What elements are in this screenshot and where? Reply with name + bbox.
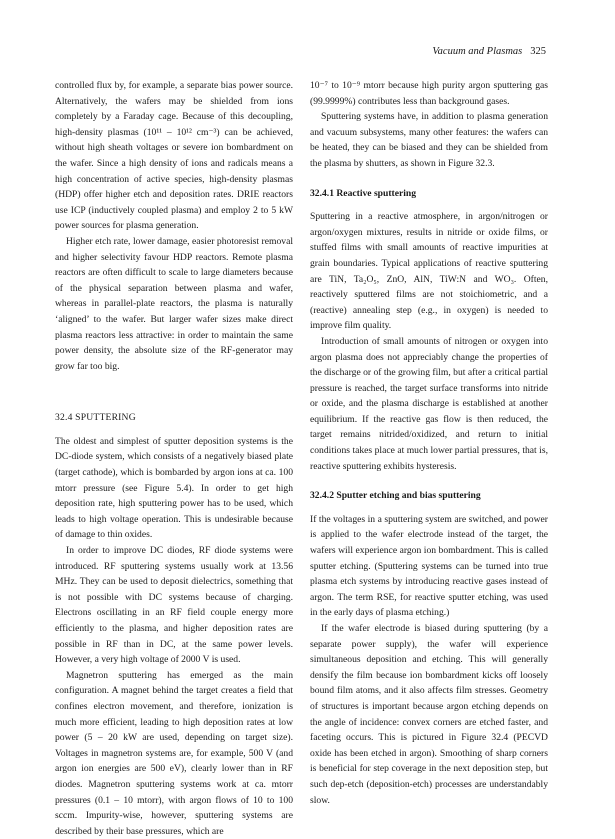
running-head xyxy=(0,45,546,59)
right-column xyxy=(310,78,548,808)
running-head-title: Vacuum and Plasmas xyxy=(432,46,523,57)
page-number: 325 xyxy=(530,46,546,57)
paragraph-reactive-sputtering: Sputtering in a reactive atmosphere, in argon/nitrogen or argon/oxygen mixtures, results in nitride or oxide films, or stuffed films with small amounts of reactive impurities at grain boundaries. Typical applications of reactive sputtering are TiN, Ta₂O₅, ZnO, AlN, TiW:N and WO₃. Often, reactively sputtered films are not stoichiometric, and a (reactive) annealing step (e.g., in oxygen) is needed to improve film quality. xyxy=(310,211,548,332)
paragraph-system-features: Sputtering systems have, in addition to plasma generation and vacuum subsystems, many other features: the wafers can be heated, they can be biased and they can be shielded from the plasma by shutters, as shown in Figure 32.3. xyxy=(310,111,548,169)
section-heading-sputtering: 32.4 SPUTTERING xyxy=(55,412,136,424)
subsection-heading-sputter-etching: 32.4.2 Sputter etching and bias sputtering xyxy=(310,490,481,502)
paragraph-hdp-decoupling: controlled flux by, for example, a separate bias power source. Alternatively, the wafers may be shielded from ions completely by a Faraday cage. Because of this decoupling, high-density plasmas (10¹¹ – 10¹² cm⁻³) can be achieved, without high sheath voltages or severe ion bombardment on the wafer. Since a high density of ions and radicals means a high concentration of active species, high-density plasmas (HDP) offer higher etch and deposition rates. DRIE reactors use ICP (inductively coupled plasma) and employ 2 to 5 kW power sources for plasma generation. xyxy=(55,80,293,232)
paragraph-rf-diode: In order to improve DC diodes, RF diode systems were introduced. RF sputtering systems usually work at 13.56 MHz. They can be used to deposit dielectrics, something that is not possible with DC systems because of charging. Electrons oscillating in an RF field couple energy more efficiently to the plasma, and higher deposition rates are possible in RF than in DC, at the same power levels. However, a very high voltage of 2000 V is used. xyxy=(55,545,293,666)
paragraph-magnetron: Magnetron sputtering has emerged as the main configuration. A magnet behind the target creates a field that confines electron movement, and therefore, ionization is much more efficient, leading to high deposition rates at low power (5 – 20 kW are used, depending on target size). Voltages in magnetron systems are, for example, 500 V (and argon ion energies are 500 eV), clearly lower than in RF diodes. Magnetron sputtering systems work at ca. mtorr pressures (0.1 – 10 mtorr), with argon flows of 10 to 100 sccm. Impurity-wise, however, sputtering systems are described by their base pressures, which are xyxy=(55,669,293,837)
paragraph-bias-sputtering: If the wafer electrode is biased during sputtering (by a separate power supply), the wafer will experience simultaneous deposition and etching. This will generally densify the film because ion bombardment kicks off loosely bound film atoms, and it also affects film stresses. Geometry of structures is important because argon etching depends on the angle of incidence: convex corners are etched faster, and faceting occurs. This is pictured in Figure 32.4 (PECVD oxide has been etched in argon). Smoothing of sharp corners is beneficial for step coverage in the next deposition step, but such dep-etch (deposition-etch) processes are understandably slow. xyxy=(310,623,548,806)
paragraph-hysteresis: Introduction of small amounts of nitrogen or oxygen into argon plasma does not appreciably change the properties of the discharge or of the growing film, but after a critical partial pressure is reached, the target surface transforms into nitride or oxide, and the plasma discharge is established at another equilibrium. If the reactive gas flow is then reduced, the target remains nitrided/oxidized, and return to initial conditions takes place at much lower partial pressures, that is, reactive sputtering exhibits hysteresis. xyxy=(310,335,548,472)
paragraph-dc-diode: The oldest and simplest of sputter deposition systems is the DC-diode system, which consists of a negatively biased plate (target cathode), which is bombarded by argon ions at ca. 100 mtorr pressure (see Figure 5.4). In order to get high deposition rate, high sputtering power has to be used, which leads to high voltage operation. This is undesirable because of damage to thin oxides. xyxy=(55,435,293,541)
paragraph-sputter-etching: If the voltages in a sputtering system are switched, and power is applied to the wafer electrode instead of the target, the wafers will experience argon ion bombardment. This is called sputter etching. (Sputtering systems can be turned into true plasma etch systems by introducing reactive gases instead of argon. The term RSE, for reactive sputter etching, was used in the early days of plasma etching.) xyxy=(310,513,548,619)
paragraph-base-pressure: 10⁻⁷ to 10⁻⁹ mtorr because high purity argon sputtering gas (99.9999%) contributes less than background gases. xyxy=(310,80,548,107)
paragraph-hdp-advantages: Higher etch rate, lower damage, easier photoresist removal and higher selectivity favour HDP reactors. Remote plasma reactors are often difficult to scale to large diameters because of the physical separation between plasma and wafer, whereas in parallel-plate reactors, the plasma is naturally ‘aligned’ to the wafer. But larger wafer sizes make direct plasma reactors less attractive: in order to maintain the same power density, the absolute size of the RF-generator may grow far too big. xyxy=(55,235,293,372)
subsection-heading-reactive-sputtering: 32.4.1 Reactive sputtering xyxy=(310,187,417,199)
left-column xyxy=(55,78,293,839)
